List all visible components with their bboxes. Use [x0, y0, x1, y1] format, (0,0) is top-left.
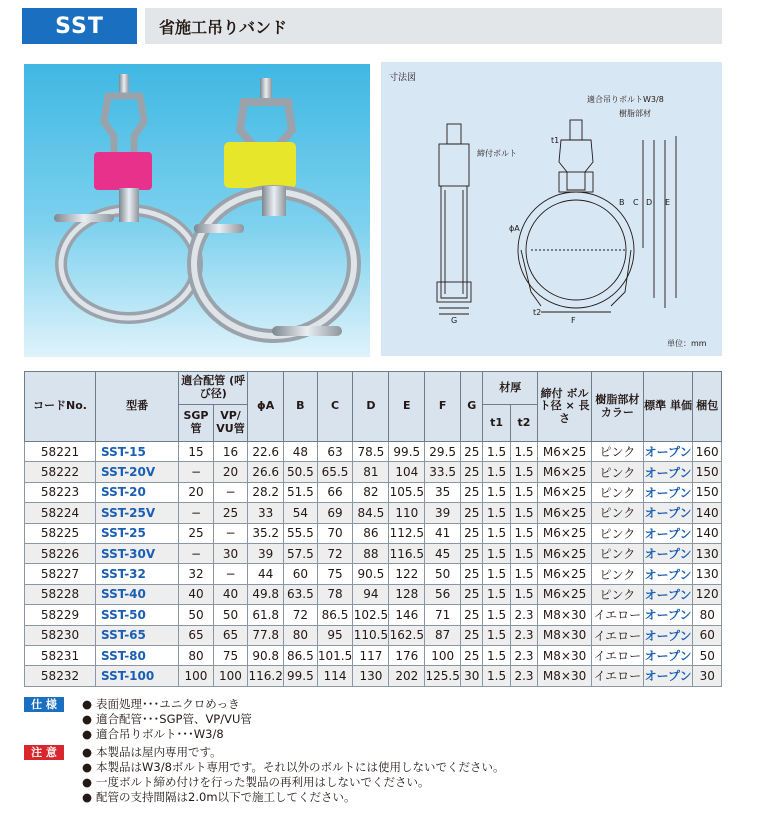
caution-text: 本製品はW3/8ボルト専用です。それ以外のボルトには使用しないでください。	[96, 760, 505, 774]
B-cell: 72	[284, 605, 317, 625]
bolt-cell: M6×25	[538, 584, 592, 604]
B-cell: 48	[284, 442, 317, 462]
phiA-label: ϕA	[509, 224, 520, 233]
color-cell: イエロー	[591, 625, 643, 645]
D-cell: 88	[353, 543, 389, 563]
t2-cell: 2.3	[510, 605, 537, 625]
product-code-badge: SST	[22, 8, 137, 44]
E-cell: 99.5	[389, 442, 425, 462]
bullet-icon: ●	[82, 745, 93, 759]
B-cell: 63.5	[284, 584, 317, 604]
header-C: C	[317, 372, 353, 442]
t1-label: t1	[551, 136, 560, 145]
vp-cell: 40	[213, 584, 248, 604]
spec-item	[24, 697, 724, 712]
spec-block	[24, 697, 724, 742]
t2-cell: 2.3	[510, 666, 537, 686]
header-G: G	[461, 372, 483, 442]
t2-cell: 1.5	[510, 523, 537, 543]
pack-cell: 50	[693, 645, 722, 665]
model-cell: SST-25V	[96, 503, 179, 523]
caution-text: 配管の支持間隔は2.0m以下で施工してください。	[96, 790, 356, 804]
t2-cell: 1.5	[510, 564, 537, 584]
G-cell: 30	[461, 666, 483, 686]
unit-label: 単位：mm	[667, 339, 707, 348]
pack-cell: 140	[693, 503, 722, 523]
caution-item	[24, 760, 724, 775]
F-cell: 50	[425, 564, 461, 584]
vp-cell: 65	[213, 625, 248, 645]
B-cell: 55.5	[284, 523, 317, 543]
bolt-cell: M8×30	[538, 605, 592, 625]
E-cell: 104	[389, 462, 425, 482]
table-row	[25, 605, 722, 625]
phiA-cell: 61.8	[248, 605, 284, 625]
t1-cell: 1.5	[483, 645, 510, 665]
t1-cell: 1.5	[483, 666, 510, 686]
phiA-cell: 28.2	[248, 482, 284, 502]
F-cell: 39	[425, 503, 461, 523]
price-cell: オープン	[643, 625, 693, 645]
dimension-diagram	[381, 62, 722, 356]
header-model: 型番	[96, 372, 179, 442]
sgp-cell: 32	[179, 564, 214, 584]
E-cell: 112.5	[389, 523, 425, 543]
C-cell: 114	[317, 666, 353, 686]
color-cell: ピンク	[591, 462, 643, 482]
t2-cell: 1.5	[510, 503, 537, 523]
header-vp: VP/ VU管	[213, 405, 248, 442]
color-cell: イエロー	[591, 645, 643, 665]
sgp-cell: 80	[179, 645, 214, 665]
C-label: C	[633, 198, 639, 207]
B-cell: 51.5	[284, 482, 317, 502]
header-B: B	[284, 372, 317, 442]
vp-cell: 50	[213, 605, 248, 625]
pack-cell: 30	[693, 666, 722, 686]
phiA-cell: 44	[248, 564, 284, 584]
G-cell: 25	[461, 625, 483, 645]
G-label: G	[451, 316, 458, 325]
D-label: D	[646, 198, 653, 207]
pack-cell: 60	[693, 625, 722, 645]
F-cell: 100	[425, 645, 461, 665]
vp-cell: 16	[213, 442, 248, 462]
color-cell: ピンク	[591, 523, 643, 543]
F-cell: 41	[425, 523, 461, 543]
fastening-bolt-label: 締付ボルト	[477, 149, 517, 158]
caution-tag	[24, 760, 64, 775]
pack-cell: 80	[693, 605, 722, 625]
E-cell: 176	[389, 645, 425, 665]
C-cell: 69	[317, 503, 353, 523]
header-phiA: ϕA	[248, 372, 284, 442]
C-cell: 95	[317, 625, 353, 645]
G-cell: 25	[461, 645, 483, 665]
price-cell: オープン	[643, 523, 693, 543]
F-cell: 87	[425, 625, 461, 645]
pack-cell: 150	[693, 482, 722, 502]
pack-cell: 120	[693, 584, 722, 604]
phiA-cell: 33	[248, 503, 284, 523]
diagram-drawing	[381, 62, 722, 356]
caution-tag: 注 意	[24, 745, 64, 760]
D-cell: 81	[353, 462, 389, 482]
C-cell: 72	[317, 543, 353, 563]
product-photo	[24, 64, 370, 357]
code-cell: 58224	[25, 503, 96, 523]
resin-label: 樹脂部材	[619, 109, 651, 118]
E-label: E	[665, 198, 671, 207]
phiA-cell: 77.8	[248, 625, 284, 645]
sgp-cell: −	[179, 462, 214, 482]
model-cell: SST-32	[96, 564, 179, 584]
vp-cell: 30	[213, 543, 248, 563]
caution-block	[24, 745, 724, 805]
price-cell: オープン	[643, 442, 693, 462]
price-cell: オープン	[643, 645, 693, 665]
sgp-cell: 100	[179, 666, 214, 686]
bullet-icon: ●	[82, 697, 93, 711]
t2-cell: 2.3	[510, 625, 537, 645]
C-cell: 66	[317, 482, 353, 502]
sgp-cell: 50	[179, 605, 214, 625]
header-F: F	[425, 372, 461, 442]
small-band-image	[54, 74, 197, 318]
vp-cell: −	[213, 523, 248, 543]
model-cell: SST-30V	[96, 543, 179, 563]
G-cell: 25	[461, 523, 483, 543]
bolt-cell: M8×30	[538, 625, 592, 645]
color-cell: ピンク	[591, 503, 643, 523]
vp-cell: −	[213, 482, 248, 502]
F-cell: 125.5	[425, 666, 461, 686]
table-row	[25, 625, 722, 645]
header-t2: t2	[510, 405, 537, 442]
spec-text: 表面処理･･･ユニクロめっき	[96, 697, 240, 711]
bolt-cell: M6×25	[538, 462, 592, 482]
G-cell: 25	[461, 564, 483, 584]
phiA-cell: 35.2	[248, 523, 284, 543]
G-cell: 25	[461, 482, 483, 502]
caution-item	[24, 790, 724, 805]
caution-tag	[24, 790, 64, 805]
t2-label: t2	[533, 308, 542, 317]
header-t1: t1	[483, 405, 510, 442]
E-cell: 146	[389, 605, 425, 625]
spec-item	[24, 727, 724, 742]
header-resin-color: 樹脂部材 カラー	[591, 372, 643, 442]
price-cell: オープン	[643, 482, 693, 502]
G-cell: 25	[461, 605, 483, 625]
C-cell: 65.5	[317, 462, 353, 482]
caution-item	[24, 775, 724, 790]
page-title: 省施工吊りバンド	[145, 8, 722, 44]
sgp-cell: 25	[179, 523, 214, 543]
large-band-image	[194, 78, 354, 336]
diagram-title: 寸法図	[389, 73, 417, 83]
code-cell: 58222	[25, 462, 96, 482]
vp-cell: 75	[213, 645, 248, 665]
t1-cell: 1.5	[483, 543, 510, 563]
spec-text: 適合配管･･･SGP管、VP/VU管	[96, 712, 252, 726]
spec-tag: 仕 様	[24, 697, 64, 712]
F-cell: 35	[425, 482, 461, 502]
table-row	[25, 523, 722, 543]
B-cell: 50.5	[284, 462, 317, 482]
t1-cell: 1.5	[483, 503, 510, 523]
t2-cell: 1.5	[510, 584, 537, 604]
D-cell: 86	[353, 523, 389, 543]
header-sgp: SGP 管	[179, 405, 214, 442]
model-cell: SST-65	[96, 625, 179, 645]
price-cell: オープン	[643, 462, 693, 482]
caution-text: 本製品は屋内専用です。	[96, 745, 222, 759]
C-cell: 86.5	[317, 605, 353, 625]
vp-cell: −	[213, 564, 248, 584]
B-cell: 80	[284, 625, 317, 645]
bullet-icon: ●	[82, 712, 93, 726]
header-pipe: 適合配管 (呼び径)	[179, 372, 248, 405]
sgp-cell: 20	[179, 482, 214, 502]
header-D: D	[353, 372, 389, 442]
phiA-cell: 90.8	[248, 645, 284, 665]
sgp-cell: 65	[179, 625, 214, 645]
pack-cell: 160	[693, 442, 722, 462]
table-row	[25, 482, 722, 502]
D-cell: 94	[353, 584, 389, 604]
vp-cell: 25	[213, 503, 248, 523]
C-cell: 78	[317, 584, 353, 604]
t2-cell: 1.5	[510, 543, 537, 563]
bullet-icon: ●	[82, 727, 93, 741]
price-cell: オープン	[643, 584, 693, 604]
t1-cell: 1.5	[483, 462, 510, 482]
G-cell: 25	[461, 462, 483, 482]
code-cell: 58221	[25, 442, 96, 462]
phiA-cell: 49.8	[248, 584, 284, 604]
header-code: コードNo.	[25, 372, 96, 442]
C-cell: 75	[317, 564, 353, 584]
pack-cell: 140	[693, 523, 722, 543]
bolt-cell: M8×30	[538, 666, 592, 686]
F-cell: 33.5	[425, 462, 461, 482]
bullet-icon: ●	[82, 760, 93, 774]
D-cell: 78.5	[353, 442, 389, 462]
F-cell: 29.5	[425, 442, 461, 462]
sgp-cell: −	[179, 503, 214, 523]
sgp-cell: 40	[179, 584, 214, 604]
B-cell: 99.5	[284, 666, 317, 686]
E-cell: 110	[389, 503, 425, 523]
t1-cell: 1.5	[483, 564, 510, 584]
code-cell: 58226	[25, 543, 96, 563]
color-cell: ピンク	[591, 543, 643, 563]
model-cell: SST-20	[96, 482, 179, 502]
model-cell: SST-15	[96, 442, 179, 462]
t2-cell: 1.5	[510, 482, 537, 502]
E-cell: 162.5	[389, 625, 425, 645]
B-cell: 60	[284, 564, 317, 584]
D-cell: 117	[353, 645, 389, 665]
code-cell: 58227	[25, 564, 96, 584]
caution-tag	[24, 775, 64, 790]
phiA-cell: 39	[248, 543, 284, 563]
code-cell: 58228	[25, 584, 96, 604]
table-body	[25, 442, 722, 687]
table-row	[25, 584, 722, 604]
model-cell: SST-25	[96, 523, 179, 543]
t1-cell: 1.5	[483, 482, 510, 502]
vp-cell: 100	[213, 666, 248, 686]
color-cell: イエロー	[591, 605, 643, 625]
pink-resin-part	[94, 152, 152, 190]
pack-cell: 130	[693, 564, 722, 584]
E-cell: 128	[389, 584, 425, 604]
color-cell: イエロー	[591, 666, 643, 686]
table-row	[25, 442, 722, 462]
F-cell: 56	[425, 584, 461, 604]
price-cell: オープン	[643, 564, 693, 584]
page-header	[22, 8, 722, 44]
B-cell: 86.5	[284, 645, 317, 665]
spec-tag	[24, 727, 64, 742]
E-cell: 122	[389, 564, 425, 584]
code-cell: 58231	[25, 645, 96, 665]
bolt-cell: M6×25	[538, 523, 592, 543]
header-pack: 梱包	[693, 372, 722, 442]
B-label: B	[619, 198, 625, 207]
C-cell: 101.5	[317, 645, 353, 665]
color-cell: ピンク	[591, 482, 643, 502]
model-cell: SST-50	[96, 605, 179, 625]
code-cell: 58229	[25, 605, 96, 625]
D-cell: 90.5	[353, 564, 389, 584]
C-cell: 63	[317, 442, 353, 462]
table-row	[25, 503, 722, 523]
price-cell: オープン	[643, 503, 693, 523]
pack-cell: 150	[693, 462, 722, 482]
spec-table	[24, 371, 722, 687]
table-row	[25, 462, 722, 482]
spec-item	[24, 712, 724, 727]
header-price: 標準 単価	[643, 372, 693, 442]
D-cell: 102.5	[353, 605, 389, 625]
t2-cell: 1.5	[510, 462, 537, 482]
sgp-cell: 15	[179, 442, 214, 462]
D-cell: 82	[353, 482, 389, 502]
model-cell: SST-100	[96, 666, 179, 686]
t2-cell: 1.5	[510, 442, 537, 462]
G-cell: 25	[461, 584, 483, 604]
bolt-label: 適合吊りボルトW3/8	[587, 95, 664, 104]
code-cell: 58223	[25, 482, 96, 502]
code-cell: 58230	[25, 625, 96, 645]
vp-cell: 20	[213, 462, 248, 482]
bolt-cell: M6×25	[538, 543, 592, 563]
notes-section	[24, 697, 724, 805]
t1-cell: 1.5	[483, 523, 510, 543]
E-cell: 105.5	[389, 482, 425, 502]
header-E: E	[389, 372, 425, 442]
G-cell: 25	[461, 543, 483, 563]
header-bolt: 締付 ボルト径 × 長さ	[538, 372, 592, 442]
F-cell: 71	[425, 605, 461, 625]
bolt-cell: M6×25	[538, 442, 592, 462]
phiA-cell: 22.6	[248, 442, 284, 462]
bullet-icon: ●	[82, 790, 93, 804]
yellow-resin-part	[224, 142, 296, 188]
pack-cell: 130	[693, 543, 722, 563]
t1-cell: 1.5	[483, 605, 510, 625]
sgp-cell: −	[179, 543, 214, 563]
table-row	[25, 645, 722, 665]
code-cell: 58225	[25, 523, 96, 543]
spec-tag	[24, 712, 64, 727]
F-label: F	[571, 316, 576, 325]
table-row	[25, 543, 722, 563]
F-cell: 45	[425, 543, 461, 563]
caution-text: 一度ボルト締め付けを行った製品の再利用はしないでください。	[96, 775, 430, 789]
model-cell: SST-40	[96, 584, 179, 604]
header-thickness: 材厚	[483, 372, 538, 405]
t1-cell: 1.5	[483, 584, 510, 604]
phiA-cell: 116.2	[248, 666, 284, 686]
D-cell: 84.5	[353, 503, 389, 523]
color-cell: ピンク	[591, 442, 643, 462]
C-cell: 70	[317, 523, 353, 543]
phiA-cell: 26.6	[248, 462, 284, 482]
B-cell: 57.5	[284, 543, 317, 563]
table-row	[25, 666, 722, 686]
D-cell: 130	[353, 666, 389, 686]
color-cell: ピンク	[591, 564, 643, 584]
E-cell: 202	[389, 666, 425, 686]
bolt-cell: M8×30	[538, 645, 592, 665]
price-cell: オープン	[643, 666, 693, 686]
G-cell: 25	[461, 503, 483, 523]
E-cell: 116.5	[389, 543, 425, 563]
t1-cell: 1.5	[483, 442, 510, 462]
price-cell: オープン	[643, 605, 693, 625]
bolt-cell: M6×25	[538, 564, 592, 584]
bolt-cell: M6×25	[538, 503, 592, 523]
B-cell: 54	[284, 503, 317, 523]
bolt-cell: M6×25	[538, 482, 592, 502]
model-cell: SST-80	[96, 645, 179, 665]
G-cell: 25	[461, 442, 483, 462]
code-cell: 58232	[25, 666, 96, 686]
D-cell: 110.5	[353, 625, 389, 645]
color-cell: ピンク	[591, 584, 643, 604]
spec-text: 適合吊りボルト･･･W3/8	[96, 727, 224, 741]
caution-item	[24, 745, 724, 760]
bullet-icon: ●	[82, 775, 93, 789]
price-cell: オープン	[643, 543, 693, 563]
product-photo-illustration	[24, 64, 370, 357]
t1-cell: 1.5	[483, 625, 510, 645]
t2-cell: 2.3	[510, 645, 537, 665]
model-cell: SST-20V	[96, 462, 179, 482]
table-row	[25, 564, 722, 584]
